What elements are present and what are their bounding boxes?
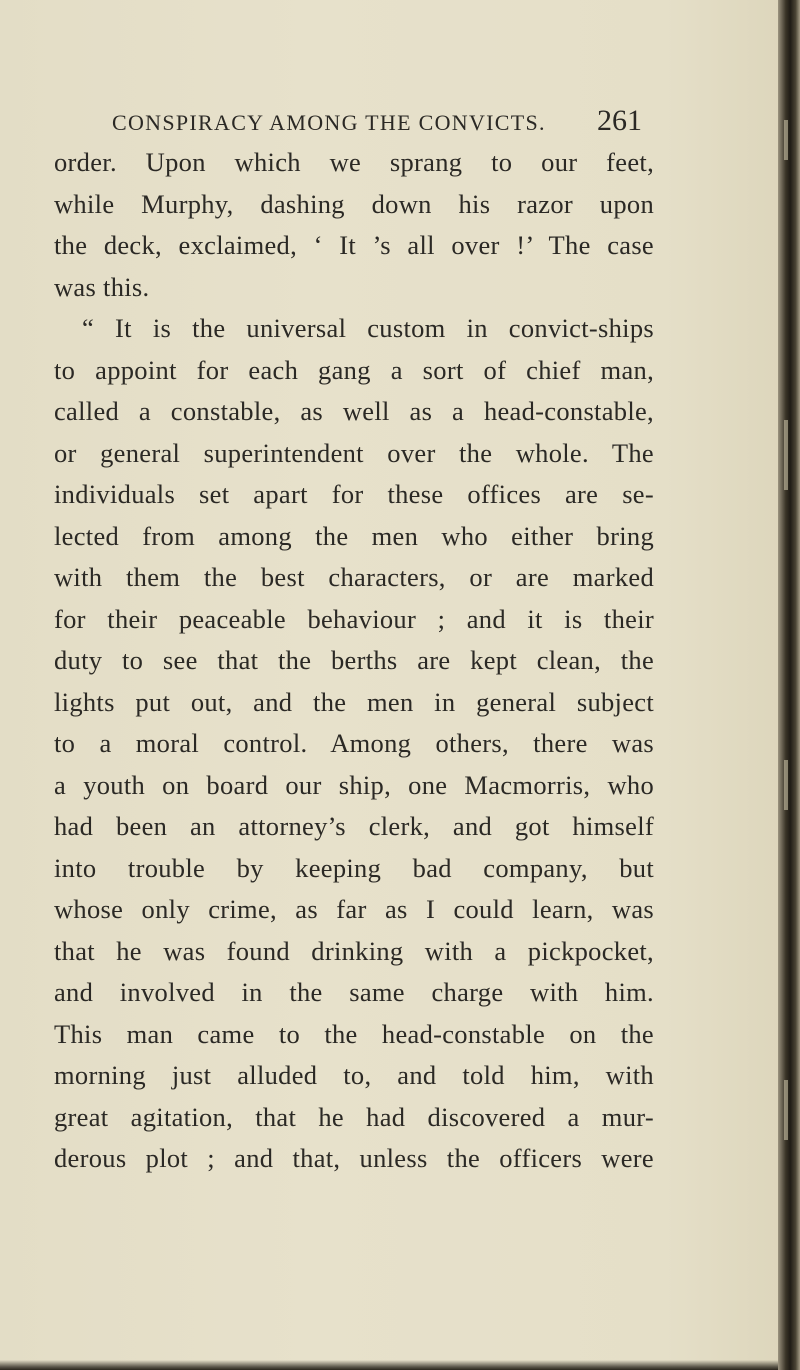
- text-line: whose only crime, as far as I could learn, was: [54, 894, 654, 924]
- text-line: to a moral control. Among others, there was: [54, 728, 654, 758]
- page-bottom-shadow: [0, 1360, 782, 1370]
- text-line: to appoint for each gang a sort of chief man,: [54, 354, 654, 385]
- page-edge-highlight: [784, 760, 788, 810]
- page-number: 261: [597, 104, 642, 137]
- text-line: the deck, exclaimed, ‘ It ’s all over !’ The case: [54, 230, 654, 260]
- text-line: derous plot ; and that, unless the officers were: [54, 1143, 654, 1173]
- text-line: great agitation, that he had discovered a mur-: [54, 1101, 654, 1132]
- page-edge-highlight: [784, 1080, 788, 1140]
- text-line: with them the best characters, or are marked: [54, 562, 654, 592]
- running-head: [112, 106, 642, 138]
- text-line: lights put out, and the men in general subject: [54, 686, 654, 717]
- text-line: that he was found drinking with a pickpocket,: [54, 935, 654, 966]
- text-line: had been an attorney’s clerk, and got himself: [54, 811, 654, 841]
- text-line: was this.: [54, 271, 150, 302]
- page-edge-highlight: [784, 420, 788, 490]
- text-line: order. Upon which we sprang to our feet,: [54, 147, 654, 177]
- page-edge-highlight: [784, 120, 788, 160]
- body-text: [54, 142, 654, 1180]
- text-line: or general superintendent over the whole. The: [54, 437, 654, 468]
- text-line: individuals set apart for these offices are se-: [54, 479, 654, 509]
- text-line: for their peaceable behaviour ; and it is their: [54, 603, 654, 634]
- running-head-title: CONSPIRACY AMONG THE CONVICTS.: [112, 110, 546, 135]
- text-line: into trouble by keeping bad company, but: [54, 852, 654, 883]
- text-line: a youth on board our ship, one Macmorris, who: [54, 769, 654, 800]
- text-line: This man came to the head-constable on the: [54, 1018, 654, 1049]
- page-edge: [778, 0, 800, 1370]
- text-line: called a constable, as well as a head-constable,: [54, 396, 654, 426]
- text-line: morning just alluded to, and told him, with: [54, 1060, 654, 1090]
- text-line: duty to see that the berths are kept clean, the: [54, 645, 654, 675]
- text-line: “ It is the universal custom in convict-ships: [82, 313, 654, 343]
- text-line: lected from among the men who either bring: [54, 520, 654, 551]
- text-line: while Murphy, dashing down his razor upon: [54, 188, 654, 219]
- text-line: and involved in the same charge with him.: [54, 977, 654, 1007]
